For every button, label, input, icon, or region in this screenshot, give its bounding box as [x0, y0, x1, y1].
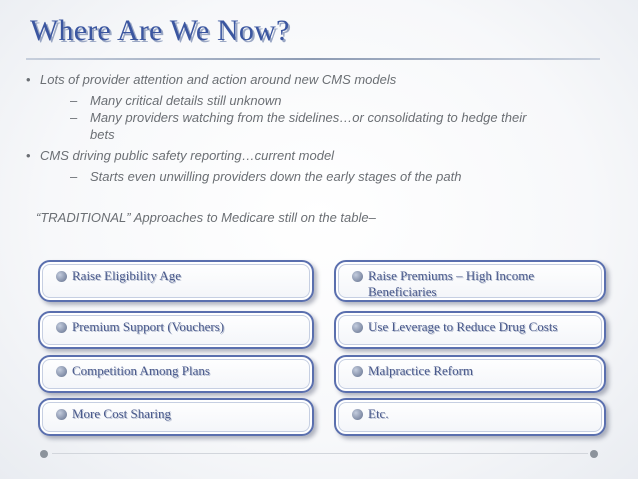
sub-bullet-item — [26, 92, 586, 109]
sub-bullet-dash: – — [70, 169, 78, 184]
bullet-list — [26, 71, 586, 189]
approach-box-etc — [334, 398, 606, 436]
approach-box-raise-eligibility-age — [38, 260, 314, 302]
approach-box-premium-support — [38, 311, 314, 349]
sub-bullet-item — [26, 168, 586, 185]
approach-label: Etc. — [368, 406, 389, 421]
approach-label: More Cost Sharing — [72, 406, 171, 421]
bullet-text: CMS driving public safety reporting…current model — [40, 148, 335, 163]
sub-bullet-dash: – — [70, 110, 78, 125]
sub-bullet-item — [26, 109, 540, 143]
approach-box-raise-premiums — [334, 260, 606, 302]
approach-label: Malpractice Reform — [368, 363, 474, 378]
approach-box-drug-costs — [334, 311, 606, 349]
sub-bullet-text: Many critical details still unknown — [90, 93, 282, 108]
box-bullet-icon — [352, 366, 363, 377]
box-bullet-icon — [56, 322, 67, 333]
box-bullet-icon — [56, 366, 67, 377]
slide-title: Where Are We Now? — [30, 14, 290, 47]
title-divider — [26, 58, 600, 60]
approach-label: Premium Support (Vouchers) — [72, 319, 225, 334]
bullet-dot: • — [26, 72, 31, 87]
approach-label: Use Leverage to Reduce Drug Costs — [368, 319, 558, 334]
box-bullet-icon — [56, 409, 67, 420]
sub-bullet-dash: – — [70, 93, 78, 108]
bullet-group — [26, 71, 586, 143]
footer-dot-left — [40, 450, 48, 458]
sub-bullet-text: Many providers watching from the sidelines…or consolidating to hedge their bets — [90, 110, 527, 142]
box-bullet-icon — [352, 322, 363, 333]
box-bullet-icon — [56, 271, 67, 282]
approach-label: Competition Among Plans — [72, 363, 210, 378]
sub-bullet-text: Starts even unwilling providers down the early stages of the path — [90, 169, 462, 184]
box-bullet-icon — [352, 271, 363, 282]
traditional-approaches-note: “TRADITIONAL” Approaches to Medicare still on the table– — [36, 210, 376, 225]
bullet-item — [26, 147, 586, 164]
bullet-group — [26, 147, 586, 185]
approach-box-more-cost-sharing — [38, 398, 314, 436]
approach-label: Raise Premiums – High Income Beneficiaries — [368, 268, 535, 299]
footer-dot-right — [590, 450, 598, 458]
approach-box-competition — [38, 355, 314, 393]
bullet-text: Lots of provider attention and action around new CMS models — [40, 72, 397, 87]
bullet-item — [26, 71, 586, 88]
footer-divider — [52, 453, 588, 454]
bullet-dot: • — [26, 148, 31, 163]
approach-label: Raise Eligibility Age — [72, 268, 182, 283]
box-bullet-icon — [352, 409, 363, 420]
approach-box-malpractice-reform — [334, 355, 606, 393]
